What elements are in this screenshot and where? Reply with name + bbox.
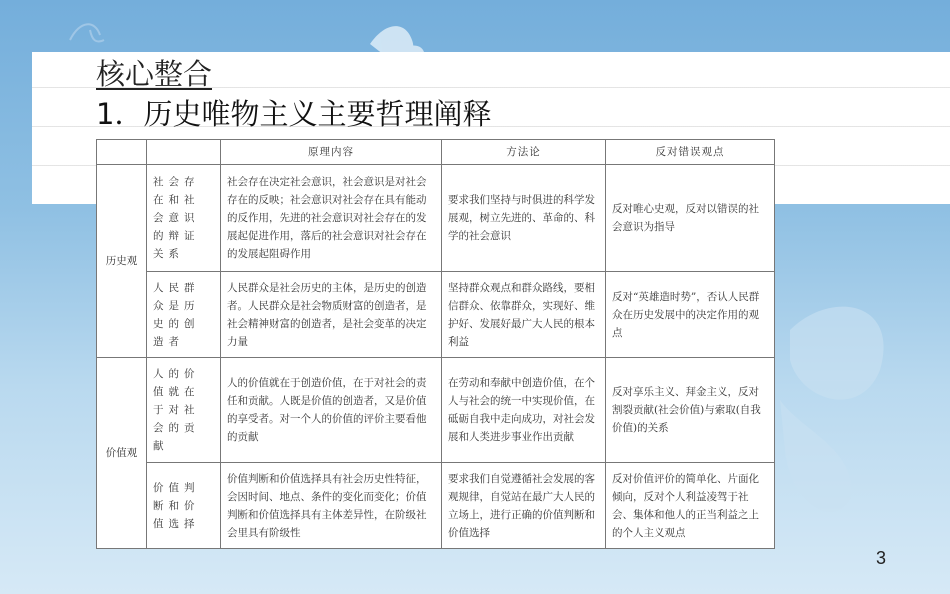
- oppose-cell: 反对唯心史观，反对以错误的社会意识为指导: [606, 165, 775, 272]
- header-cell-blank: [97, 140, 147, 165]
- table-row: [97, 165, 775, 272]
- section-heading: 核心整合: [96, 57, 213, 91]
- topic-cell: 人的价值就在于对社会的贡献: [147, 358, 221, 463]
- table-row: [97, 358, 775, 463]
- method-cell: 要求我们自觉遵循社会发展的客观规律，自觉站在最广大人民的立场上，进行正确的价值判断和价值选择: [442, 463, 606, 549]
- section-subheading: 1．历史唯物主义主要哲理阐释: [96, 97, 492, 131]
- header-cell-method: 方法论: [442, 140, 606, 165]
- principle-cell: 价值判断和价值选择具有社会历史性特征，会因时间、地点、条件的变化而变化；价值判断和价值选择具有主体差异性，在阶级社会里具有阶级性: [221, 463, 442, 549]
- category-cell-value: 价值观: [97, 358, 147, 549]
- butterfly-decoration-right: [780, 307, 884, 512]
- table-row: [97, 463, 775, 549]
- page-number: 3: [876, 548, 887, 568]
- category-cell-history: 历史观: [97, 165, 147, 358]
- principle-cell: 社会存在决定社会意识，社会意识是对社会存在的反映；社会意识对社会存在具有能动的反作用，先进的社会意识对社会存在的发展起促进作用，落后的社会意识对社会存在的发展起阻碍作用: [221, 165, 442, 272]
- topic-cell: 社会存在和社会意识的辩证关系: [147, 165, 221, 272]
- principle-cell: 人民群众是社会历史的主体，是历史的创造者。人民群众是社会物质财富的创造者，是社会精神财富的创造者，是社会变革的决定力量: [221, 272, 442, 358]
- principle-cell: 人的价值就在于创造价值，在于对社会的责任和贡献。人既是价值的创造者，又是价值的享受者。对一个人的价值的评价主要看他的贡献: [221, 358, 442, 463]
- header-cell-oppose: 反对错误观点: [606, 140, 775, 165]
- table-header-row: [97, 140, 775, 165]
- method-cell: 在劳动和奉献中创造价值，在个人与社会的统一中实现价值，在砥砺自我中走向成功，对社会发展和人类进步事业作出贡献: [442, 358, 606, 463]
- method-cell: 坚持群众观点和群众路线，要相信群众、依靠群众，实现好、维护好、发展好最广大人民的根本利益: [442, 272, 606, 358]
- header-cell-principle: 原理内容: [221, 140, 442, 165]
- script-text-decoration: [70, 24, 104, 41]
- philosophy-table: [96, 139, 775, 549]
- oppose-cell: 反对享乐主义、拜金主义，反对割裂贡献(社会价值)与索取(自我价值)的关系: [606, 358, 775, 463]
- topic-cell: 价值判断和价值选择: [147, 463, 221, 549]
- table-row: [97, 272, 775, 358]
- topic-cell: 人民群众是历史的创造者: [147, 272, 221, 358]
- header-cell-blank: [147, 140, 221, 165]
- oppose-cell: 反对价值评价的简单化、片面化倾向，反对个人利益凌驾于社会、集体和他人的正当利益之上的个人主义观点: [606, 463, 775, 549]
- oppose-cell: 反对“英雄造时势”，否认人民群众在历史发展中的决定作用的观点: [606, 272, 775, 358]
- method-cell: 要求我们坚持与时俱进的科学发展观，树立先进的、革命的、科学的社会意识: [442, 165, 606, 272]
